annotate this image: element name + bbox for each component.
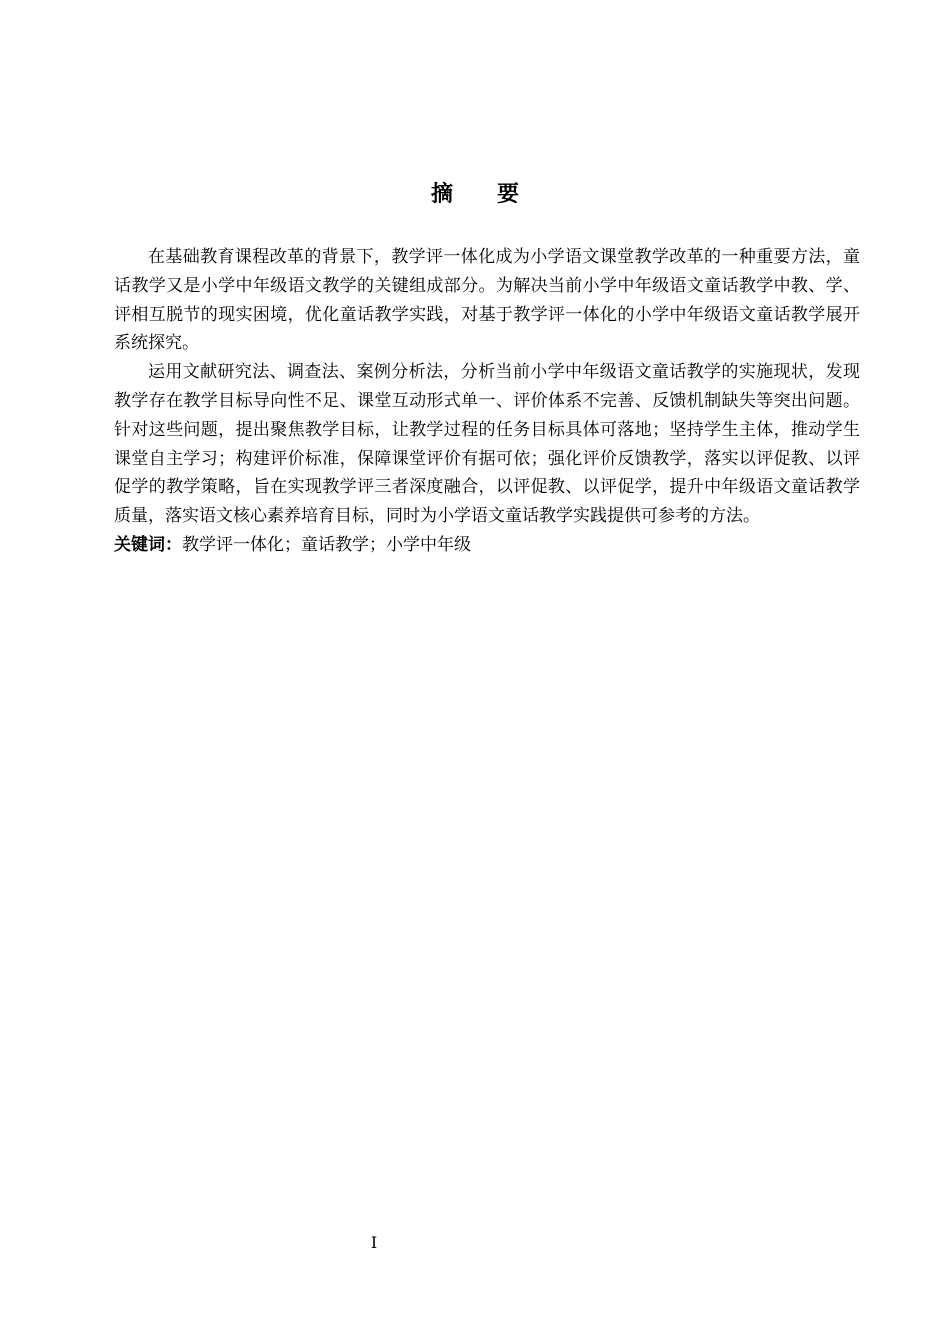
abstract-paragraph-2: 运用文献研究法、调查法、案例分析法，分析当前小学中年级语文童话教学的实施现状，发现教学存在教学目标导向性不足、课堂互动形式单一、评价体系不完善、反馈机制缺失等突出问题。针对这些问题，提出聚焦教学目标，让教学过程的任务目标具体可落地；坚持学生主体，推动学生课堂自主学习；构建评价标准，保障课堂评价有据可依；强化评价反馈教学，落实以评促教、以评促学的教学策略，旨在实现教学评三者深度融合，以评促教、以评促学，提升中年级语文童话教学质量，落实语文核心素养培育目标，同时为小学语文童话教学实践提供可参考的方法。 — [114, 362, 860, 527]
abstract-body — [114, 243, 860, 560]
keywords-line — [114, 531, 860, 560]
keywords-label: 关键词： — [114, 534, 182, 555]
abstract-title: 摘要 — [430, 182, 563, 207]
keywords-text: 教学评一体化；童话教学；小学中年级 — [182, 534, 471, 555]
abstract-paragraph-1: 在基础教育课程改革的背景下，教学评一体化成为小学语文课堂教学改革的一种重要方法，童话教学又是小学中年级语文教学的关键组成部分。为解决当前小学中年级语文童话教学中教、学、评相互脱节的现实困境，优化童话教学实践，对基于教学评一体化的小学中年级语文童话教学展开系统探究。 — [114, 247, 860, 354]
page-number: I — [370, 1233, 378, 1252]
